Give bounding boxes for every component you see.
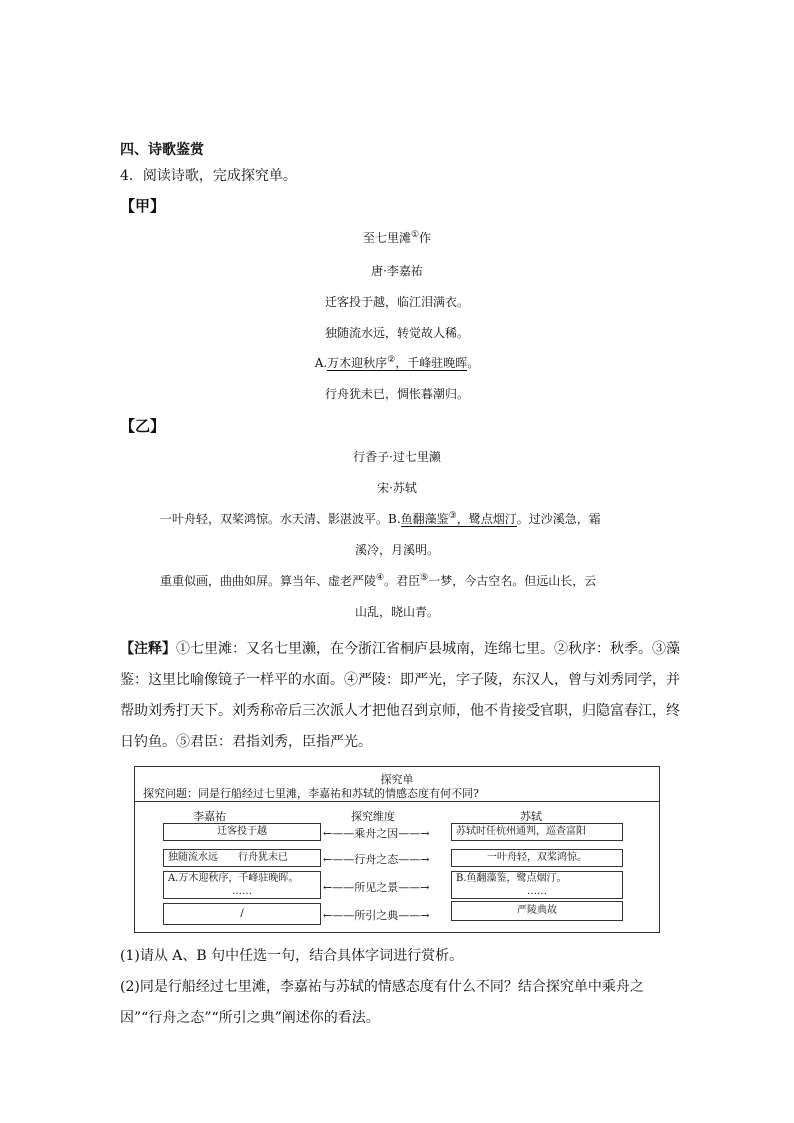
arrow-left-icon: ←——: [323, 881, 355, 894]
poem-yi-title: 行香子·过七里濑: [353, 450, 441, 464]
header-left: 李嘉祐: [193, 810, 226, 823]
dimension-label: [323, 851, 429, 867]
note-mark: ④: [376, 573, 385, 583]
cell-left: /: [163, 903, 321, 925]
dimension-label: [323, 825, 429, 841]
question-1: (1)请从 A、B 句中任选一句，结合具体字词进行赏析。: [120, 948, 464, 964]
dimension-label: [323, 879, 429, 895]
line-a-prefix: A.: [314, 356, 328, 370]
note-mark: ②: [387, 355, 396, 365]
line-a-end: 。: [467, 356, 480, 370]
cell-right: 一叶舟轻，双桨鸿惊。: [451, 849, 623, 867]
cell-right: 严陵典故: [451, 901, 623, 921]
question-intro: 4．阅读诗歌，完成探究单。: [120, 168, 297, 184]
poem-jia-author: 唐·李嘉祐: [371, 264, 423, 278]
arrow-left-icon: ←——: [323, 827, 355, 840]
divider: [135, 801, 659, 802]
poem-yi-para1-line2: 溪冷，月溪明。: [354, 543, 439, 557]
para-text: 重重似画，曲曲如屏。算当年、虚老严陵: [160, 574, 377, 588]
arrow-right-icon: ——→: [398, 881, 430, 894]
arrow-right-icon: ——→: [398, 853, 430, 866]
para-text: 。君臣: [384, 574, 421, 588]
table-question: 探究问题：同是行船经过七里滩，李嘉祐和苏轼的情感态度有何不同?: [143, 787, 479, 800]
line-a-part: 万木迎秋序: [327, 356, 388, 370]
cell-text: A.万木迎秋序，千峰驻晚晖。: [168, 873, 299, 884]
investigation-table: [134, 766, 660, 933]
ellipsis: ……: [232, 886, 252, 897]
notes-paragraph: [120, 634, 680, 758]
arrow-right-icon: ——→: [398, 827, 430, 840]
line-a-underlined: [327, 356, 467, 371]
ellipsis: ……: [527, 886, 547, 897]
question-2: (2)同是行船经过七里滩，李嘉祐与苏轼的情感态度有什么不同？结合探究单中乘舟之因”“行舟之态”“所引之典”阐述你的看法。: [120, 979, 644, 1026]
poem-yi-para2-line2: 山乱，晓山青。: [354, 605, 439, 619]
line-b-part: 鱼翻藻鉴: [400, 512, 449, 526]
cell-right: [451, 871, 623, 899]
label-yi: 【乙】: [120, 417, 166, 435]
para-text: 一叶舟轻，双桨鸿惊。水天清、影湛波平。B.: [160, 512, 401, 526]
notes-text: ①七里滩：又名七里濑，在今浙江省桐庐县城南，连绵七里。②秋序：秋季。③藻鉴：这里比喻像镜子一样平的水面。④严陵：即严光，字子陵，东汉人，曾与刘秀同学，并帮助刘秀打天下。刘秀称帝后三次派人才把他召到京师，他不肯接受官职，归隐富春江，终日钓鱼。⑤君臣：君指刘秀，臣指严光。: [120, 641, 680, 750]
section-title: 四、诗歌鉴赏: [120, 142, 204, 158]
poem-jia-line-a: [0, 354, 794, 371]
notes-label: 【注释】: [120, 641, 176, 657]
cell-text: B.鱼翻藻鉴，鹭点烟汀。: [456, 873, 567, 884]
poem-jia-title-suffix: 作: [419, 231, 432, 245]
arrow-right-icon: ——→: [398, 909, 430, 922]
dimension-text: 行舟之态: [354, 853, 399, 866]
poem-yi-para1: [160, 510, 601, 527]
poem-jia-line: 行舟犹未已，惆怅暮潮归。: [324, 387, 469, 401]
poem-yi-para2: [160, 572, 596, 589]
cell-left: 迁客投于越: [163, 823, 321, 841]
poem-jia-line: 独随流水远，转觉故人稀。: [324, 326, 469, 340]
dimension-label: [323, 907, 429, 923]
poem-jia-title-text: 至七里滩: [362, 231, 411, 245]
note-mark: ⑤: [420, 573, 429, 583]
arrow-left-icon: ←——: [323, 909, 355, 922]
label-jia: 【甲】: [120, 197, 166, 215]
dimension-text: 所见之景: [354, 881, 399, 894]
line-b-underlined: [401, 512, 517, 527]
header-right: 苏轼: [520, 810, 542, 823]
poem-jia-line: 迁客投于越，临江泪满衣。: [324, 295, 469, 309]
note-mark: ③: [448, 511, 457, 521]
dimension-text: 所引之典: [354, 909, 399, 922]
poem-yi-author: 宋·苏轼: [377, 481, 417, 495]
cell-right: 苏轼时任杭州通判，巡查富阳: [451, 823, 623, 841]
para-text: 。过沙溪急，霜: [516, 512, 601, 526]
arrow-left-icon: ←——: [323, 853, 355, 866]
line-a-part: ，千峰驻晚晖: [395, 356, 468, 370]
table-title: 探究单: [380, 773, 414, 786]
note-mark: ①: [410, 230, 420, 240]
poem-jia-title: [0, 229, 794, 246]
header-middle: 探究维度: [351, 810, 395, 823]
dimension-text: 乘舟之因: [354, 827, 399, 840]
cell-left: 独随流水远 行舟犹未已: [163, 849, 321, 867]
line-b-part: ，鹭点烟汀: [456, 512, 517, 526]
para-text: 一梦，今古空名。但远山长，云: [428, 574, 597, 588]
cell-left: [163, 871, 321, 899]
